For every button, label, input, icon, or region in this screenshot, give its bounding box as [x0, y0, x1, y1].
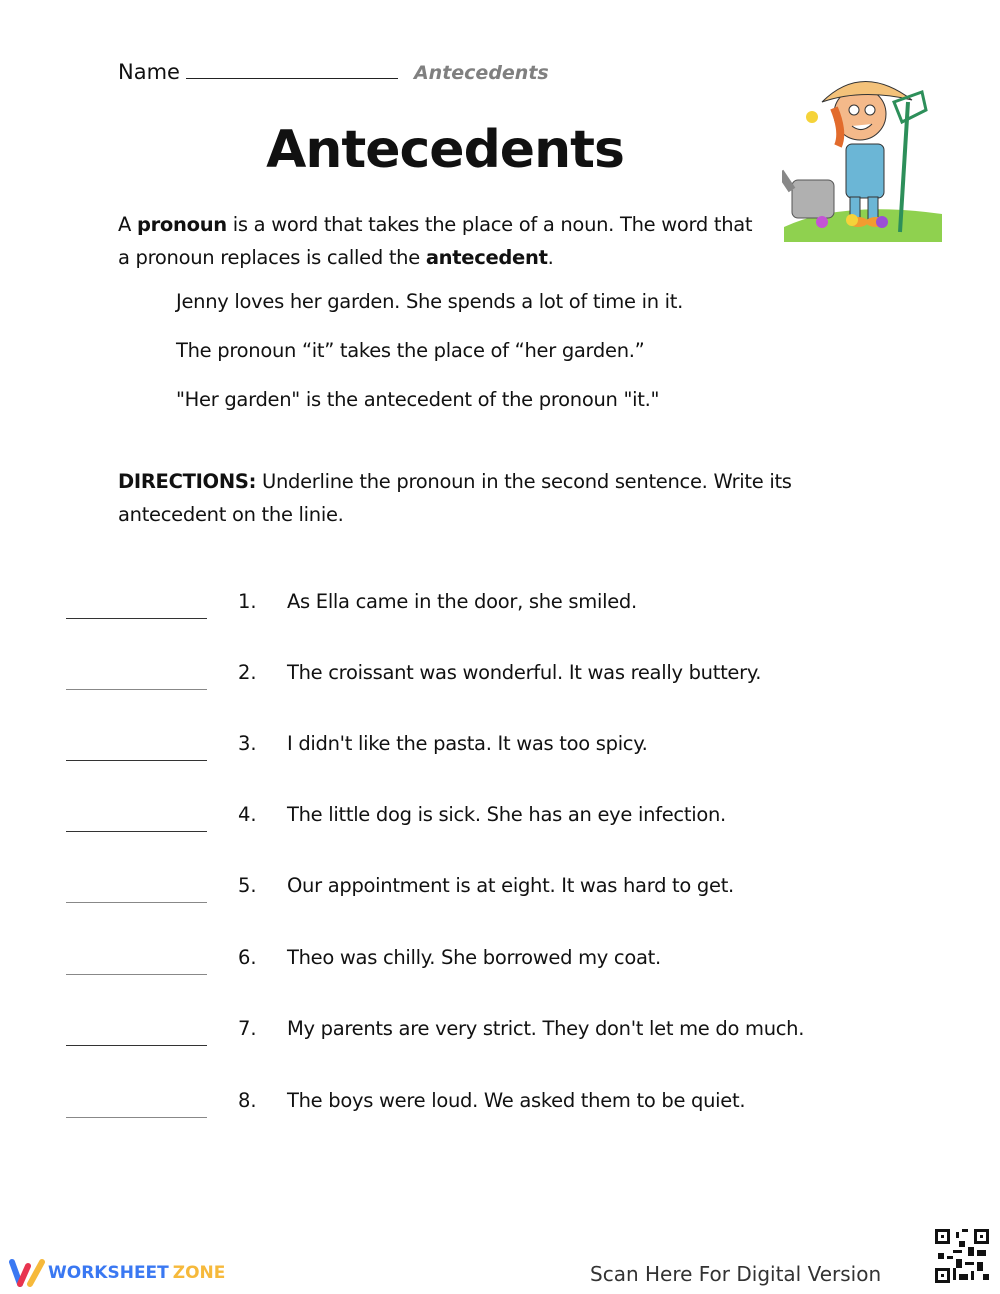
question-text: The croissant was wonderful. It was really buttery.: [287, 661, 762, 684]
question-row: [0, 946, 1000, 986]
question-number: 5.: [238, 874, 257, 897]
directions: [118, 465, 898, 531]
name-field-row: [118, 60, 549, 84]
question-row: [0, 874, 1000, 914]
answer-line[interactable]: [66, 760, 207, 761]
question-number: 2.: [238, 661, 257, 684]
answer-line[interactable]: [66, 974, 207, 975]
question-text: Our appointment is at eight. It was hard to get.: [287, 874, 734, 897]
answer-line[interactable]: [66, 1045, 207, 1046]
question-row: [0, 732, 1000, 772]
question-text: Theo was chilly. She borrowed my coat.: [287, 946, 661, 969]
wz-logo-icon: [8, 1258, 48, 1288]
name-input-line[interactable]: [186, 60, 398, 79]
question-row: [0, 661, 1000, 701]
intro-text: is a word that takes the place of a noun. The word that a pronoun replaces is called the: [118, 213, 753, 269]
question-text: The little dog is sick. She has an eye infection.: [287, 803, 726, 826]
directions-text: Underline the pronoun in the second sentence. Write its antecedent on the linie.: [118, 470, 792, 526]
question-row: [0, 590, 1000, 630]
intro-text: A: [118, 213, 137, 236]
worksheet-zone-logo[interactable]: [8, 1258, 225, 1288]
term-pronoun: pronoun: [136, 213, 227, 236]
scan-text: Scan Here For Digital Version: [590, 1262, 882, 1286]
question-row: [0, 803, 1000, 843]
answer-line[interactable]: [66, 831, 207, 832]
answer-line[interactable]: [66, 902, 207, 903]
brand-zone: ZONE: [172, 1263, 226, 1283]
question-row: [0, 1017, 1000, 1057]
example-explanation: The pronoun “it” takes the place of “her garden.”: [176, 339, 645, 362]
question-text: The boys were loud. We asked them to be quiet.: [287, 1089, 746, 1112]
question-row: [0, 1089, 1000, 1129]
name-label: Name: [118, 60, 180, 84]
question-text: My parents are very strict. They don't let me do much.: [287, 1017, 805, 1040]
question-text: As Ella came in the door, she smiled.: [287, 590, 637, 613]
question-number: 7.: [238, 1017, 257, 1040]
example-sentence: Jenny loves her garden. She spends a lot of time in it.: [176, 290, 684, 313]
question-text: I didn't like the pasta. It was too spicy.: [287, 732, 648, 755]
subject-label: Antecedents: [413, 62, 549, 84]
page-title: Antecedents: [266, 120, 624, 180]
gardener-girl-illustration: [782, 62, 944, 242]
brand-worksheet: WORKSHEET: [48, 1263, 169, 1283]
answer-line[interactable]: [66, 1117, 207, 1118]
question-number: 1.: [238, 590, 257, 613]
question-number: 4.: [238, 803, 257, 826]
intro-paragraph: [118, 208, 758, 274]
answer-line[interactable]: [66, 618, 207, 619]
intro-text: .: [547, 246, 554, 269]
question-number: 8.: [238, 1089, 257, 1112]
question-number: 3.: [238, 732, 257, 755]
example-conclusion: "Her garden" is the antecedent of the pronoun "it.": [176, 388, 660, 411]
question-number: 6.: [238, 946, 257, 969]
qr-code-icon[interactable]: [932, 1226, 992, 1286]
answer-line[interactable]: [66, 689, 207, 690]
directions-label: DIRECTIONS:: [118, 470, 257, 493]
term-antecedent: antecedent: [425, 246, 548, 269]
